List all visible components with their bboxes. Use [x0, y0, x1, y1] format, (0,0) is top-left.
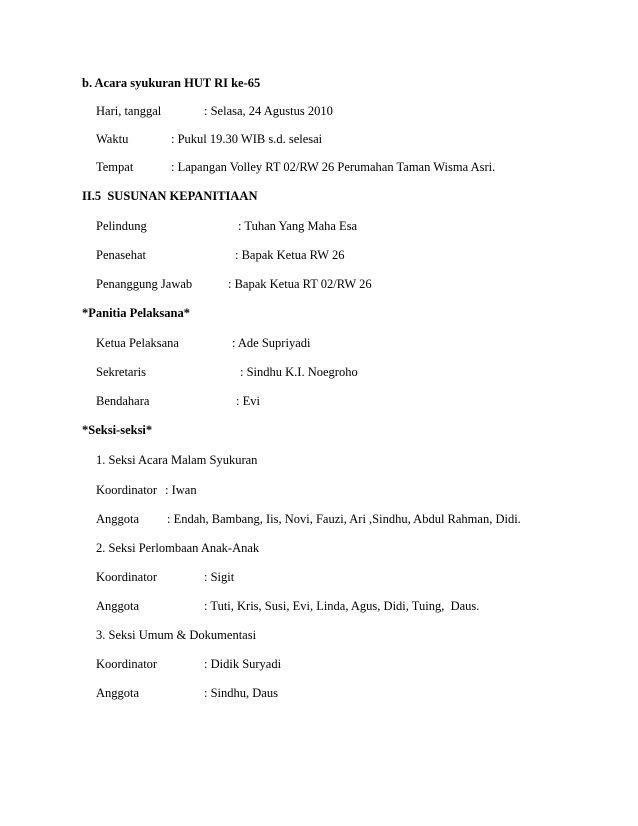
seksi-1-koordinator-value: : Iwan	[165, 483, 197, 497]
row-value-bendahara: : Evi	[236, 394, 260, 408]
seksi-2-koordinator-label: Koordinator	[96, 570, 158, 584]
row-label-penasehat: Penasehat	[96, 248, 146, 262]
seksi-3-anggota-label: Anggota	[96, 686, 140, 700]
seksi-2-anggota-value: : Tuti, Kris, Susi, Evi, Linda, Agus, Didi, Tuing, Daus.	[204, 599, 480, 613]
seksi-3-koordinator-value: : Didik Suryadi	[204, 657, 282, 671]
row-label-penanggung-jawab: Penanggung Jawab	[96, 277, 193, 291]
row-label-sekretaris: Sekretaris	[96, 365, 146, 379]
seksi-1-koordinator-label: Koordinator	[96, 483, 158, 497]
seksi-3-title: 3. Seksi Umum & Dokumentasi	[96, 628, 257, 642]
section-b-heading: b. Acara syukuran HUT RI ke-65	[82, 76, 261, 90]
seksi-2-koordinator-value: : Sigit	[204, 570, 235, 584]
row-value-waktu: : Pukul 19.30 WIB s.d. selesai	[171, 132, 323, 146]
row-label-tempat: Tempat	[96, 160, 134, 174]
seksi-2-anggota-label: Anggota	[96, 599, 140, 613]
seksi-1-anggota-value: : Endah, Bambang, Iis, Novi, Fauzi, Ari ,Sindhu, Abdul Rahman, Didi.	[167, 512, 521, 526]
row-value-ketua-pelaksana: : Ade Supriyadi	[232, 336, 311, 350]
row-label-ketua-pelaksana: Ketua Pelaksana	[96, 336, 179, 350]
seksi-2-title: 2. Seksi Perlombaan Anak-Anak	[96, 541, 260, 555]
row-label-pelindung: Pelindung	[96, 219, 147, 233]
seksi-1-anggota-label: Anggota	[96, 512, 140, 526]
row-value-hari-tanggal: : Selasa, 24 Agustus 2010	[204, 104, 333, 118]
row-label-waktu: Waktu	[96, 132, 129, 146]
row-value-tempat: : Lapangan Volley RT 02/RW 26 Perumahan Taman Wisma Asri.	[171, 160, 496, 174]
seksi-3-koordinator-label: Koordinator	[96, 657, 158, 671]
row-value-pelindung: : Tuhan Yang Maha Esa	[238, 219, 358, 233]
seksi-heading: *Seksi-seksi*	[82, 423, 153, 437]
row-value-penanggung-jawab: : Bapak Ketua RT 02/RW 26	[228, 277, 372, 291]
seksi-1-title: 1. Seksi Acara Malam Syukuran	[96, 453, 258, 467]
section-ii5-heading: II.5 SUSUNAN KEPANITIAAN	[82, 189, 258, 203]
row-label-bendahara: Bendahara	[96, 394, 150, 408]
row-value-penasehat: : Bapak Ketua RW 26	[235, 248, 345, 262]
row-value-sekretaris: : Sindhu K.I. Noegroho	[240, 365, 358, 379]
row-label-hari-tanggal: Hari, tanggal	[96, 104, 162, 118]
seksi-3-anggota-value: : Sindhu, Daus	[204, 686, 278, 700]
panitia-heading: *Panitia Pelaksana*	[82, 306, 190, 320]
